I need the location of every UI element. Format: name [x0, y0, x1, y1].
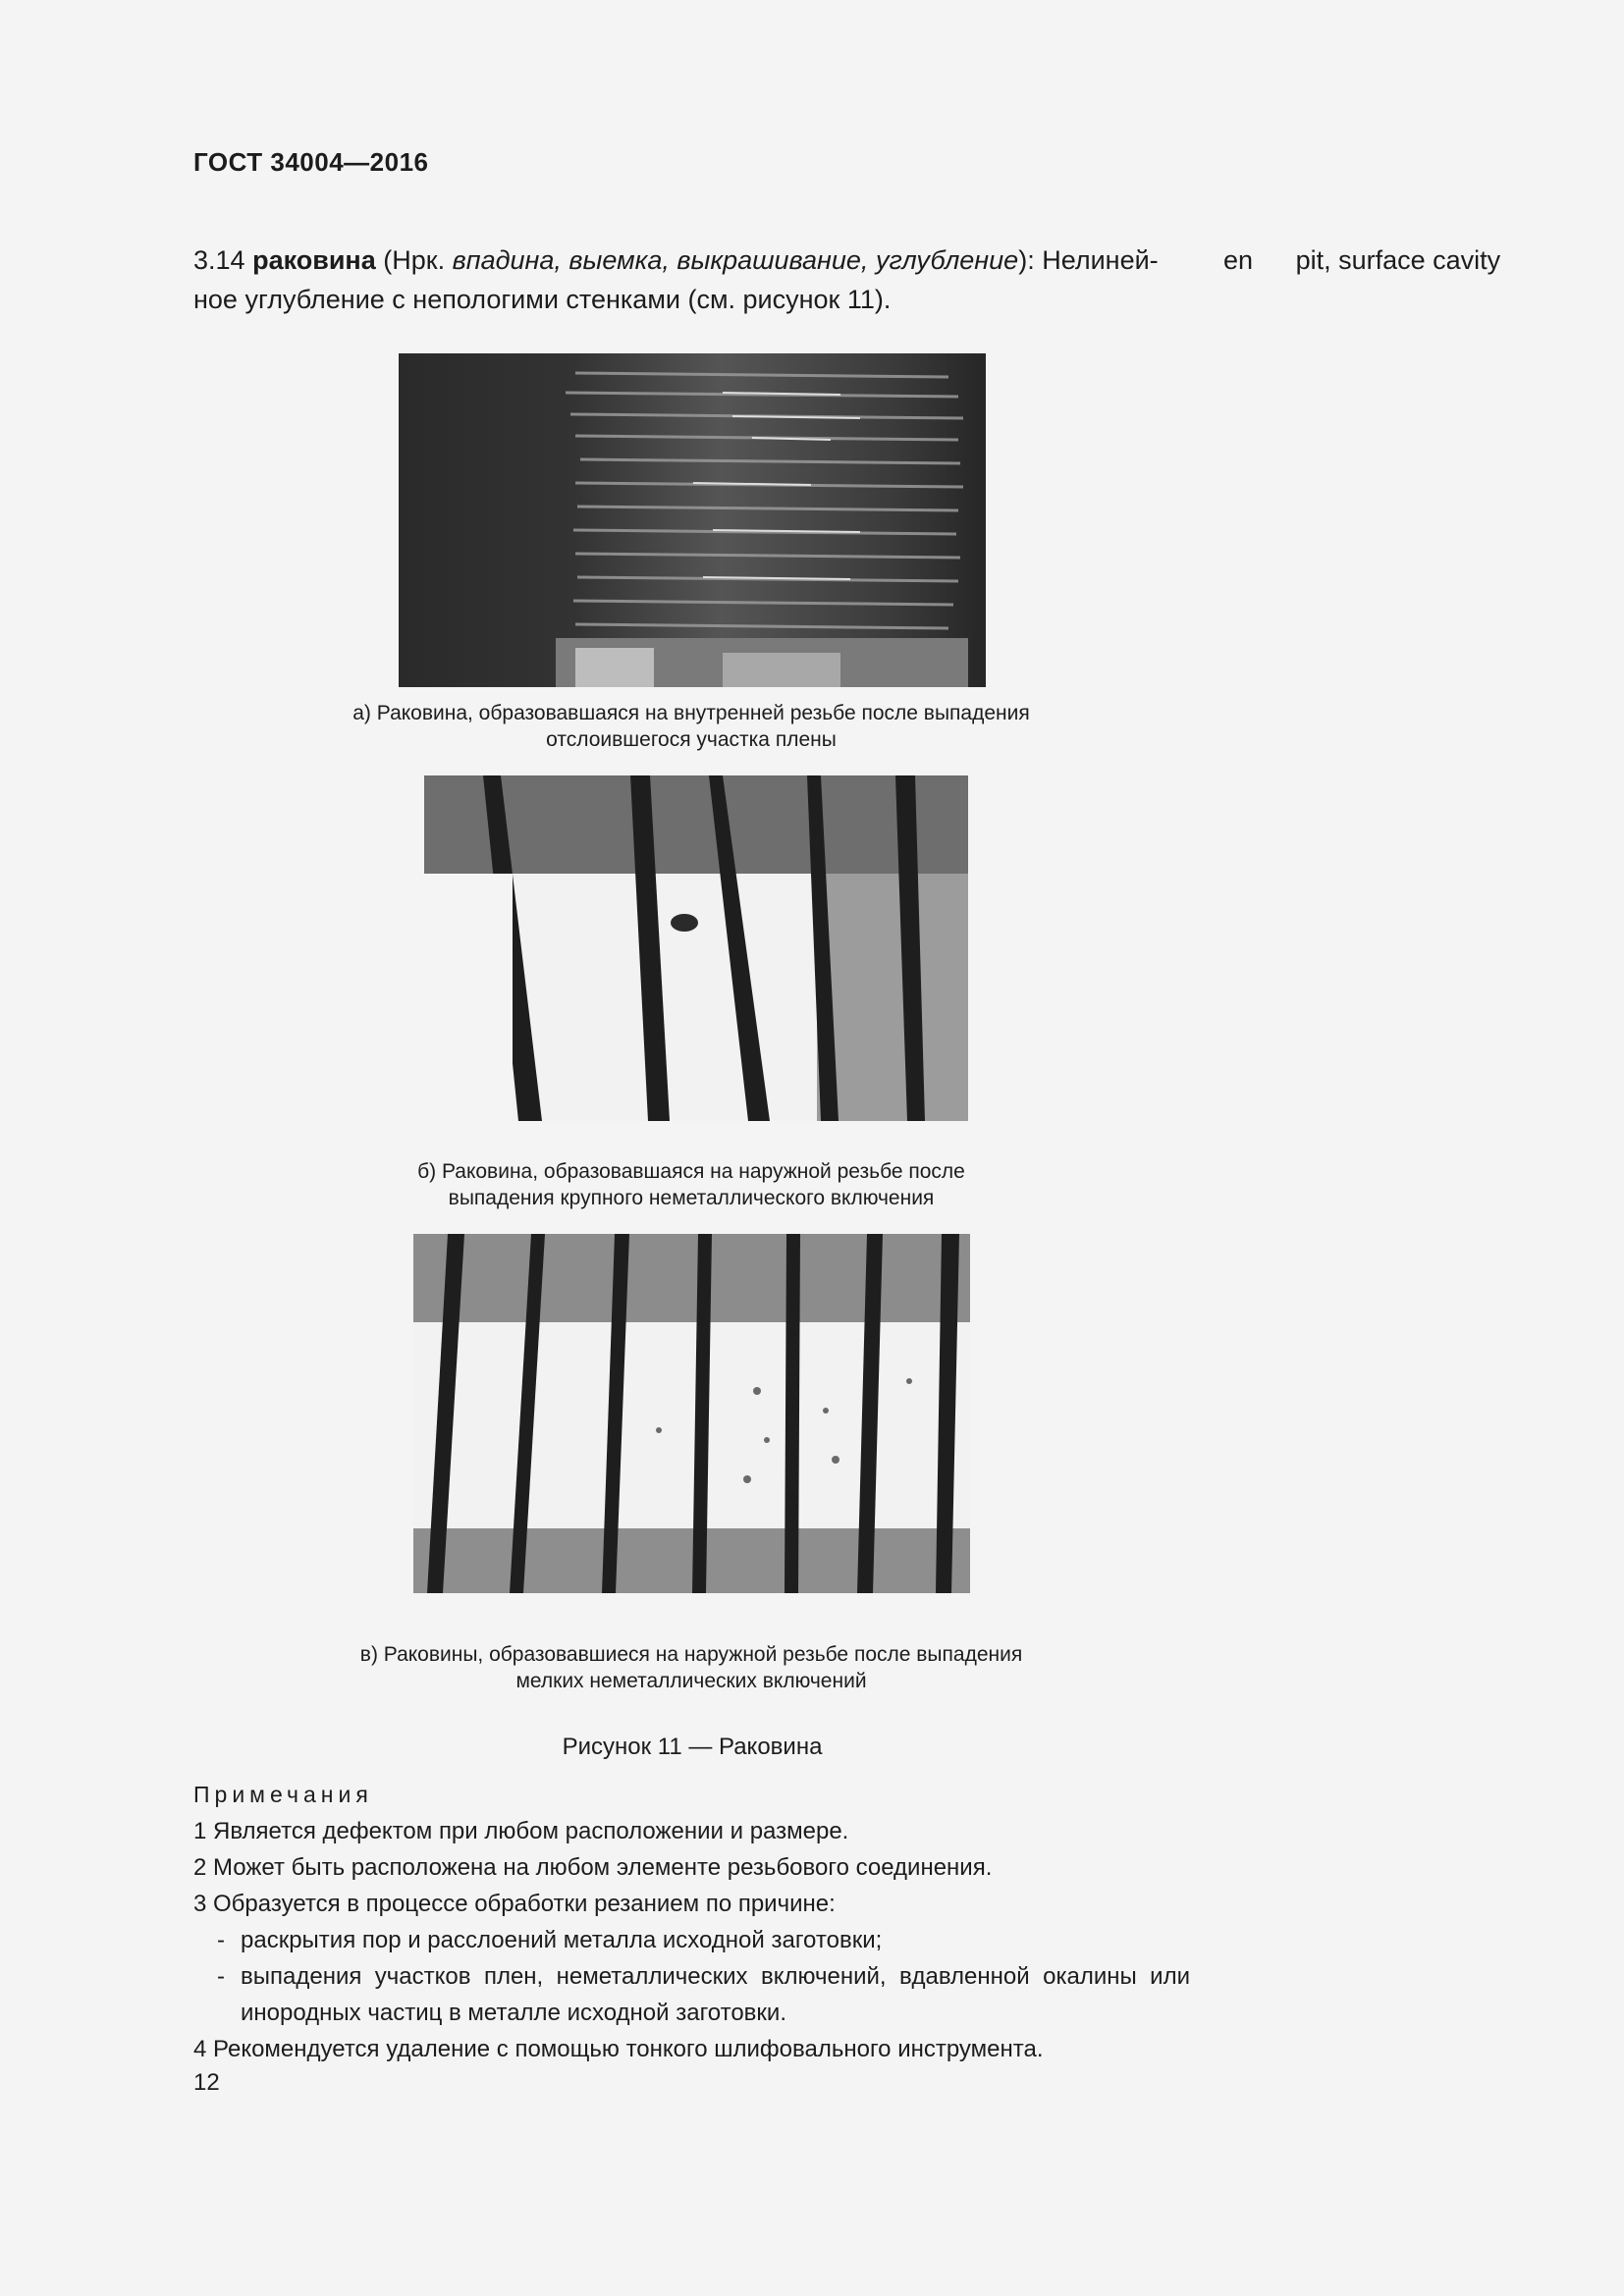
caption-b-line1: б) Раковина, образовавшаяся на наружной резьбе после	[417, 1160, 965, 1183]
term-name: раковина	[252, 245, 376, 275]
document-header: ГОСТ 34004—2016	[193, 147, 429, 177]
bullet-dash: -	[217, 1927, 225, 1953]
caption-a-line2: отслоившегося участка плены	[546, 728, 837, 751]
caption-b-line2: выпадения крупного неметаллического включения	[448, 1187, 935, 1209]
note-4: 4 Рекомендуется удаление с помощью тонкого шлифовального инструмента.	[193, 2036, 1044, 2062]
term-definition	[193, 240, 1185, 319]
caption-a	[318, 700, 1064, 753]
note-1: 1 Является дефектом при любом расположении и размере.	[193, 1818, 849, 1844]
note-2: 2 Может быть расположена на любом элементе резьбового соединения.	[193, 1854, 993, 1881]
term-prefix: (Нрк.	[383, 245, 446, 275]
english-term: pit, surface cavity	[1295, 245, 1501, 275]
term-number: 3.14	[193, 245, 245, 275]
bullet-text: раскрытия пор и расслоений металла исходной заготовки;	[241, 1927, 883, 1953]
term-english	[1223, 240, 1500, 280]
bullet-text: выпадения участков плен, неметаллических включений, вдавленной окалины или инородных частиц в металле исходной заготовки.	[241, 1963, 1190, 2026]
photo-external-thread-small-inclusions	[413, 1234, 970, 1593]
term-definition-part1: ): Нелиней-	[1018, 245, 1159, 275]
caption-b	[318, 1158, 1064, 1211]
photo-internal-thread	[399, 353, 986, 687]
notes-heading: Примечания	[193, 1782, 373, 1807]
caption-a-line1: а) Раковина, образовавшаяся на внутренней резьбе после выпадения	[352, 702, 1030, 724]
english-lang-code: en	[1223, 245, 1254, 275]
note-3-bullet-1	[217, 1922, 1190, 1958]
note-3: 3 Образуется в процессе обработки резанием по причине:	[193, 1891, 836, 1917]
caption-c-line1: в) Раковины, образовавшиеся на наружной резьбе после выпадения	[359, 1643, 1023, 1666]
notes-section	[193, 1777, 1190, 2067]
term-definition-part2: ное углубление с непологими стенками (см. рисунок 11).	[193, 285, 892, 314]
bullet-dash: -	[217, 1963, 225, 1990]
term-synonyms: впадина, выемка, выкрашивание, углубление	[452, 245, 1019, 275]
caption-c-line2: мелких неметаллических включений	[515, 1670, 867, 1692]
photo-external-thread-large-inclusion	[424, 775, 968, 1121]
caption-c	[318, 1641, 1064, 1694]
page-number: 12	[193, 2069, 220, 2096]
figure-title: Рисунок 11 — Раковина	[562, 1734, 823, 1760]
note-3-bullet-2	[217, 1958, 1190, 2031]
